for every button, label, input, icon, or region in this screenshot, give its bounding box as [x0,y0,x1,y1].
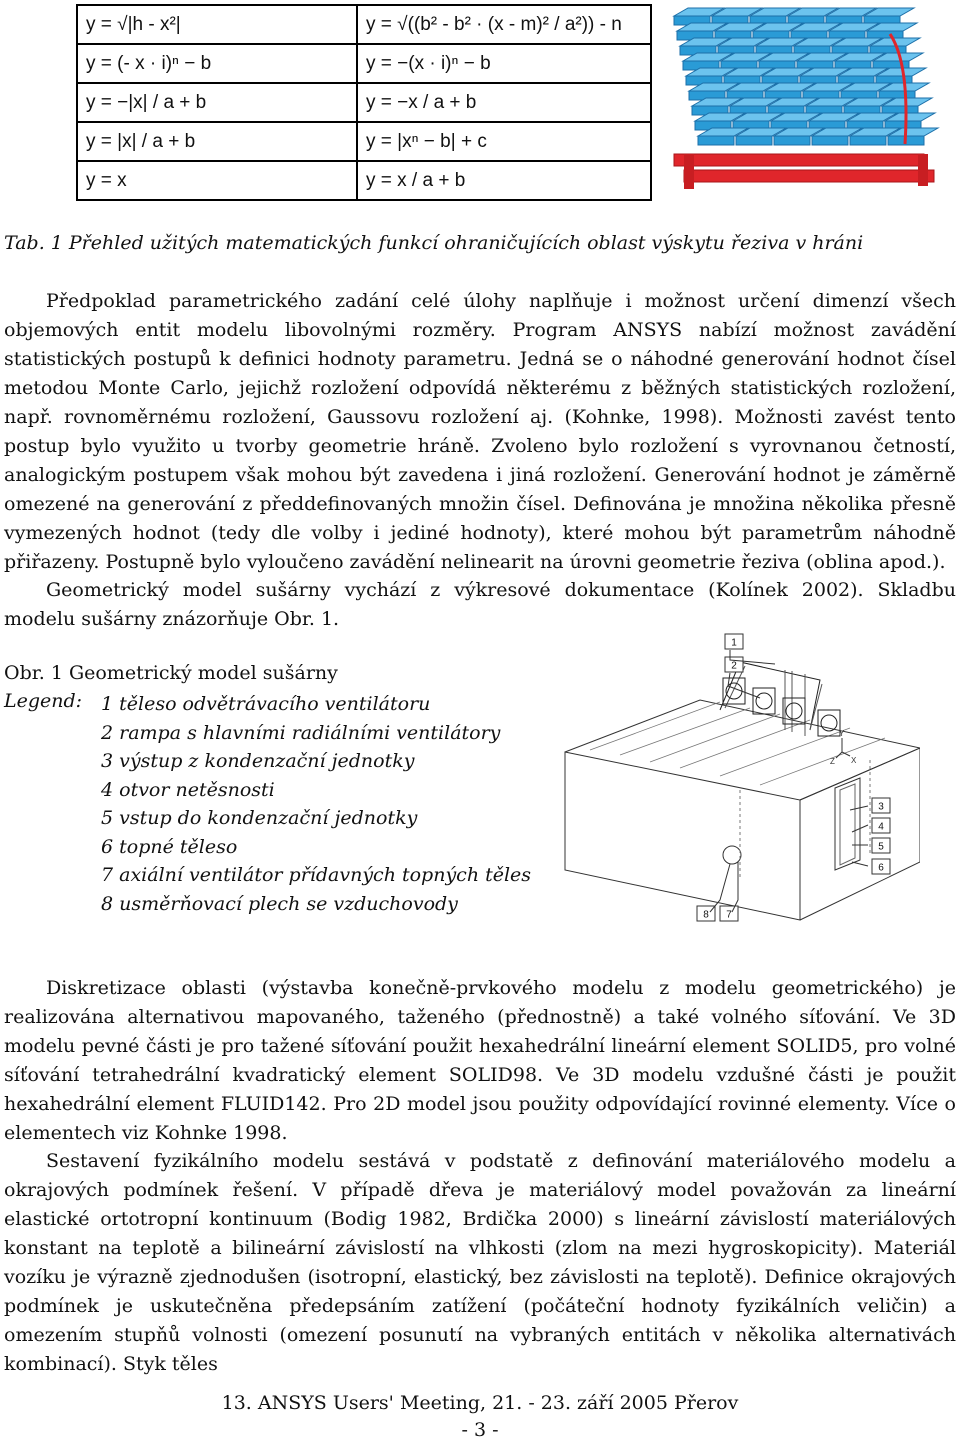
equation-row [77,161,651,200]
figure-label-box [725,634,743,649]
figure-label-number: 1 [731,637,737,649]
legend-item: 2 rampa s hlavními radiálními ventilátory [101,721,501,744]
equation-row [77,122,651,161]
equation-right: y = √((b² - b² · (x - m)² / a²)) - n [357,5,651,44]
equation-right: y = −x / a + b [357,83,651,122]
figure-label-box [697,906,715,921]
legend-item: 7 axiální ventilátor přídavných topných těles [101,864,532,886]
figure-label-box [720,906,738,921]
axis-triad [836,738,850,758]
legend-item: 3 výstup z kondenzační jednotky [101,750,415,772]
cart-leg-left [684,154,694,189]
paragraph-1: Předpoklad parametrického zadání celé úlohy naplňuje i možnost určení dimenzí všech objemových entit modelu libovolnými rozměry. Program ANSYS nabízí možnost zavádění statistických postupů k definici hodnoty parametru. Jedná se o náhodné generování hodnot čísel metodou Monte Carlo, jejichž rozložení odpovídá některému z běžných statistických rozložení, např. rovnoměrnému rozložení, Gaussovu rozložení aj. (Kohnke, 1998). Možnosti zavést tento postup bylo využito u tvorby geometrie hráně. Zvoleno bylo rozložení s vyrovnanou četností, analogickým postupem však mohou být zavedena i jiná rozložení. Generování hodnot je záměrně omezené na generování z předdefinovaných množin čísel. Definována je množina několika přesně vymezených hodnot (tedy dle volby i jediné hodnoty), které mohou být parametrům náhodně přiřazeny. Postupně bylo vyloučeno zavádění nelinearit na úrovni geometrie řeziva (oblina apod.). [4,290,956,573]
figure-label-number: 5 [878,841,884,853]
board-front [850,136,886,145]
equation-right: y = x / a + b [357,161,651,200]
equation-row [77,83,651,122]
radial-fan [818,710,840,736]
footer-meeting: 13. ANSYS Users' Meeting, 21. - 23. září 2005 Přerov [221,1392,739,1414]
figure-label-number: 3 [878,801,884,813]
table-caption: Tab. 1 Přehled užitých matematických funkcí ohraničujících oblast výskytu řeziva v hráni [4,232,864,254]
board-front [698,136,734,145]
legend-item: 5 vstup do kondenzační jednotky [101,807,418,829]
paragraph-2: Geometrický model sušárny vychází z výkresové dokumentace (Kolínek 2002). Skladbu modelu sušárny znázorňuje Obr. 1. [4,579,956,630]
board-front [812,136,848,145]
legend-item: 6 topné těleso [101,835,238,858]
radial-fan [753,688,775,714]
figure-label-number: 2 [731,660,737,672]
legend-title: Legend: [4,690,83,712]
equation-row [77,5,651,44]
legend-item: 8 usměrňovací plech se vzduchovody [101,892,458,915]
side-door [835,778,860,870]
paragraph-4: Sestavení fyzikálního modelu sestává v podstatě z definování materiálového modelu a okrajových podmínek řešení. V případě dřeva je materiálový model považován za lineární elastické ortotropní kontinuum (Bodig 1982, Brdička 2000) s lineární závislostí materiálových konstant na teplotě a bilineární závislostí na vlhkosti (zlom na mezi hygroskopicity). Materiál vozíku je výrazně zjednodušen (isotropní, elastický, bez závislosti na teplotě). Definice okrajových podmínek je uskutečněna předepsáním zatížení (počáteční hodnoty fyzikálních veličin) a omezením stupňů volnosti (omezení posunutí na vybraných entitách v několika alternativách kombinací). Styk těles [4,1150,956,1375]
equation-left: y = x [77,161,357,200]
cart-rail-top [674,154,924,166]
board-front [736,136,772,145]
legend-item: 4 otvor netěsnosti [101,778,275,801]
figure-label-box [725,657,743,672]
axis-label-z: Z [830,757,835,766]
figure-label-box [872,798,890,813]
lumber-stack-figure [660,4,956,194]
paragraph-3: Diskretizace oblasti (výstavba konečně-prvkového modelu z modelu geometrického) je realizována alternativou mapovaného, taženého (přednostně) a také volného síťování. Ve 3D modelu pevné části je pro tažené síťování použit hexahedrální lineární element SOLID5, pro volné síťování tetrahedrální kvadratický element SOLID98. Ve 3D modelu vzdušné části je použit hexahedrální element FLUID142. Pro 2D model jsou použity odpovídající rovinné elementy. Více o elementech viz Kohnke 1998. [4,977,956,1144]
footer-page-number: - 3 - [461,1419,499,1441]
figure-label-number: 6 [878,862,884,874]
dryer-box-front [565,752,800,920]
equation-left: y = |x| / a + b [77,122,357,161]
equation-left: y = √|h - x²| [77,5,357,44]
figure-label-number: 7 [726,909,732,921]
equation-table [76,4,652,201]
figure-label-number: 8 [703,909,709,921]
figure-label-box [872,838,890,853]
cart-leg-right [918,154,928,186]
figure-label-box [872,859,890,874]
equation-left: y = (- x · i)ⁿ − b [77,44,357,83]
equation-right: y = |xⁿ − b| + c [357,122,651,161]
figure-label-box [872,818,890,833]
axis-label-x: X [851,756,857,765]
dryer-box-top [565,700,920,800]
cart-rail-bottom [684,170,934,182]
board-front [774,136,810,145]
figure-label-number: 4 [878,821,884,833]
legend-item: 1 těleso odvětrávacího ventilátoru [101,693,431,715]
figure-caption: Obr. 1 Geometrický model sušárny [4,662,338,684]
dryer-model-figure [560,630,920,930]
equation-left: y = −|x| / a + b [77,83,357,122]
legend-list [101,690,531,918]
equation-right: y = −(x · i)ⁿ − b [357,44,651,83]
leak-opening [723,846,741,864]
axis-label-y: Y [839,729,845,738]
equation-row [77,44,651,83]
